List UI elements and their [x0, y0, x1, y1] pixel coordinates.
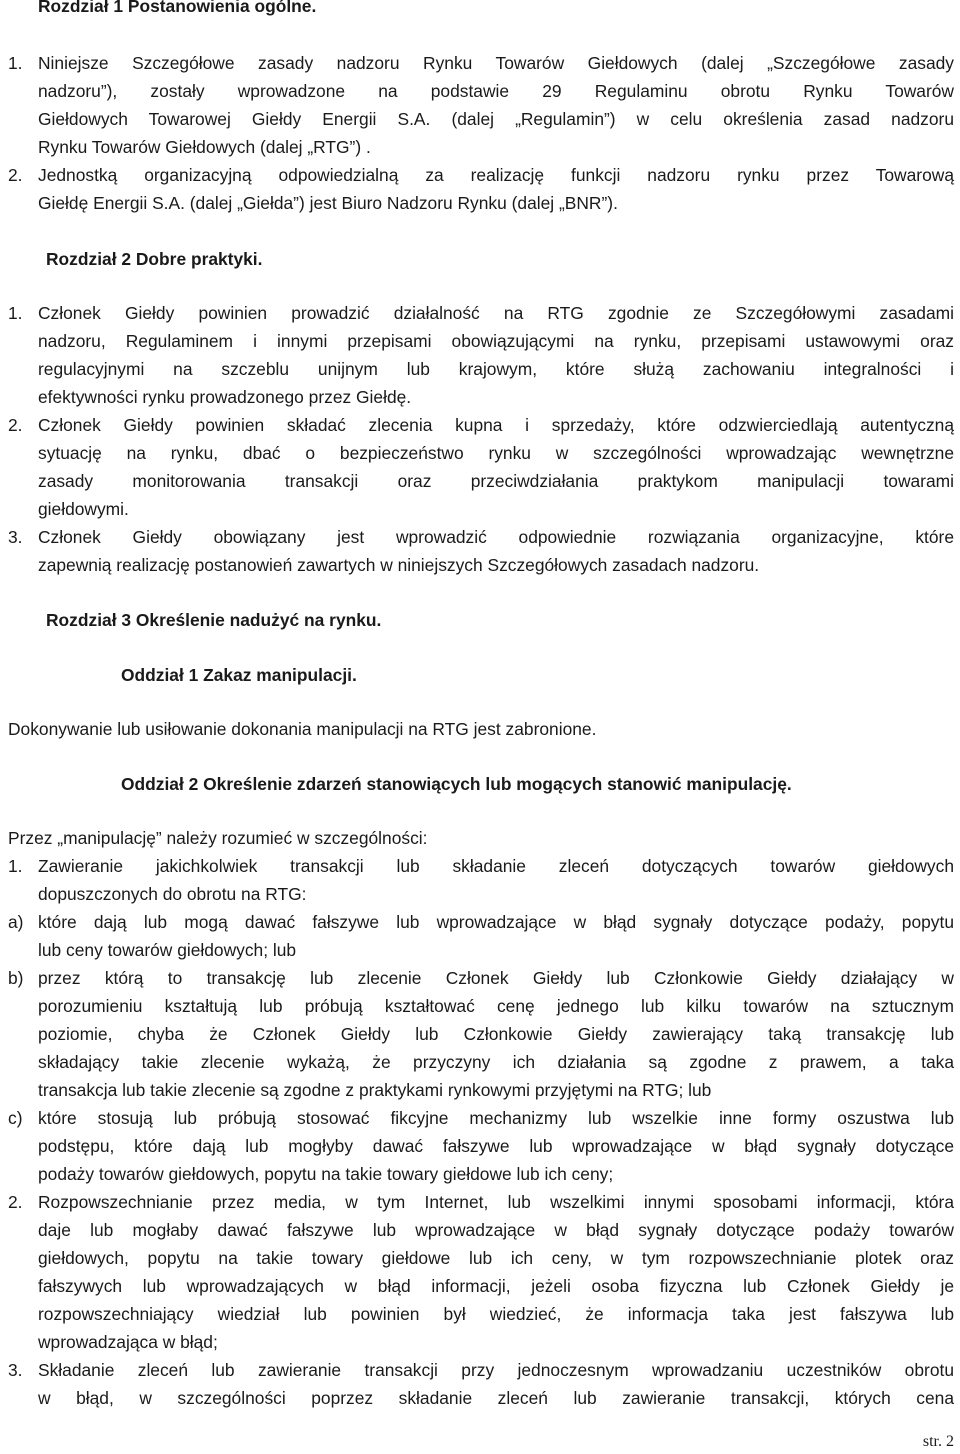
list-number: 3. — [8, 1360, 23, 1380]
text-line: które dają lub mogą dawać fałszywe lub wprowadzające w błąd sygnały dotyczące podaży, popytu — [38, 912, 954, 932]
text-line: dopuszczonych do obrotu na RTG: — [38, 884, 307, 904]
text-line: podaży towarów giełdowych, popytu na takie towary giełdowe lub ich ceny; — [38, 1164, 614, 1184]
text-line: które stosują lub próbują stosować fikcyjne mechanizmy lub wszelkie inne formy oszustwa lub — [38, 1108, 954, 1128]
text-line: Zawieranie jakichkolwiek transakcji lub składanie zleceń dotyczących towarów giełdowych — [38, 856, 954, 876]
text-line: regulacyjnymi na szczeblu unijnym lub krajowym, które służą zachowaniu integralności i — [38, 359, 954, 379]
text-line: giełdowymi. — [38, 499, 129, 519]
text-line: Członek Giełdy powinien prowadzić działalność na RTG zgodnie ze Szczegółowymi zasadami — [38, 303, 954, 323]
text-line: Członek Giełdy obowiązany jest wprowadzić odpowiednie rozwiązania organizacyjne, które — [38, 527, 954, 547]
text-line: w błąd, w szczególności poprzez składanie zleceń lub zawieranie transakcji, których cena — [38, 1388, 954, 1408]
text-line: wprowadzająca w błąd; — [38, 1332, 218, 1352]
text-line: daje lub mogłaby dawać fałszywe lub wprowadzające w błąd sygnały dotyczące podaży towarów — [38, 1220, 954, 1240]
text-line: nadzoru”), zostały wprowadzone na podstawie 29 Regulaminu obrotu Rynku Towarów — [38, 81, 954, 101]
text-line: Składanie zleceń lub zawieranie transakcji przy jednoczesnym wprowadzaniu uczestników obrotu — [38, 1360, 954, 1380]
text-line: podstępu, które dają lub mogłyby dawać fałszywe lub wprowadzające w błąd sygnały dotyczące — [38, 1136, 954, 1156]
list-number: 3. — [8, 527, 23, 547]
text-line: Niniejsze Szczegółowe zasady nadzoru Rynku Towarów Giełdowych (dalej „Szczegółowe zasady — [38, 53, 954, 73]
text-line: sytuację na rynku, dbać o bezpieczeństwo rynku w szczególności wprowadzając wewnętrzne — [38, 443, 954, 463]
text-line: Rozpowszechnianie przez media, w tym Internet, lub wszelkimi innymi sposobami informacji, która — [38, 1192, 954, 1212]
chapter-3-title: Rozdział 3 Określenie nadużyć na rynku. — [46, 610, 382, 630]
text-line: giełdowych, popytu na takie towary giełdowe lub ich ceny, w tym rozpowszechnianie plotek oraz — [38, 1248, 954, 1268]
text-line: Przez „manipulację” należy rozumieć w szczególności: — [8, 828, 428, 848]
text-line: Giełdowych Towarowej Giełdy Energii S.A. (dalej „Regulamin”) w celu określenia zasad nadzoru — [38, 109, 954, 129]
text-line: lub ceny towarów giełdowych; lub — [38, 940, 297, 960]
list-number: 2. — [8, 1192, 23, 1212]
section-1-title: Oddział 1 Zakaz manipulacji. — [121, 665, 357, 685]
list-letter: c) — [8, 1108, 23, 1128]
list-letter: b) — [8, 968, 24, 988]
text-line: zapewnią realizację postanowień zawartych w niniejszych Szczegółowych zasadach nadzoru. — [38, 555, 760, 575]
text-line: Giełdę Energii S.A. (dalej „Giełda”) jest Biuro Nadzoru Rynku (dalej „BNR”). — [38, 193, 618, 213]
text-line: efektywności rynku prowadzonego przez Giełdę. — [38, 387, 412, 407]
text-line: Dokonywanie lub usiłowanie dokonania manipulacji na RTG jest zabronione. — [8, 719, 597, 739]
text-line: Członek Giełdy powinien składać zlecenia kupna i sprzedaży, które odzwierciedlają autentyczną — [38, 415, 954, 435]
chapter-1-title: Rozdział 1 Postanowienia ogólne. — [38, 0, 317, 16]
chapter-2-title: Rozdział 2 Dobre praktyki. — [46, 249, 263, 269]
text-line: porozumieniu kształtują lub próbują kształtować cenę jednego lub kilku towarów na sztucznym — [38, 996, 954, 1016]
list-number: 2. — [8, 415, 23, 435]
list-number: 1. — [8, 53, 23, 73]
list-letter: a) — [8, 912, 24, 932]
text-line: nadzoru, Regulaminem i innymi przepisami obowiązującymi na rynku, przepisami ustawowymi oraz — [38, 331, 954, 351]
text-line: rozpowszechniający wiedział lub powinien był wiedzieć, że informacja taka jest fałszywa lub — [38, 1304, 954, 1324]
text-line: fałszywych lub wprowadzających w błąd informacji, jeżeli osoba fizyczna lub Członek Giełdy je — [38, 1276, 954, 1296]
text-line: poziomie, chyba że Członek Giełdy lub Członkowie Giełdy zawierający taką transakcję lub — [38, 1024, 954, 1044]
text-line: Rynku Towarów Giełdowych (dalej „RTG”) . — [38, 137, 371, 157]
text-line: transakcja lub takie zlecenie są zgodne z praktykami rynkowymi przyjętymi na RTG; lub — [38, 1080, 712, 1100]
list-number: 1. — [8, 303, 23, 323]
text-line: zasady monitorowania transakcji oraz przeciwdziałania praktykom manipulacji towarami — [38, 471, 954, 491]
text-line: przez którą to transakcję lub zlecenie Członek Giełdy lub Członkowie Giełdy działający w — [38, 968, 954, 988]
text-line: Jednostką organizacyjną odpowiedzialną za realizację funkcji nadzoru rynku przez Towarową — [38, 165, 954, 185]
list-number: 2. — [8, 165, 23, 185]
page-number: str. 2 — [922, 1433, 954, 1450]
list-number: 1. — [8, 856, 23, 876]
section-2-title: Oddział 2 Określenie zdarzeń stanowiących lub mogących stanowić manipulację. — [121, 774, 792, 794]
text-line: składający takie zlecenie wykażą, że przyczyny ich działania są zgodne z prawem, a taka — [38, 1052, 954, 1072]
